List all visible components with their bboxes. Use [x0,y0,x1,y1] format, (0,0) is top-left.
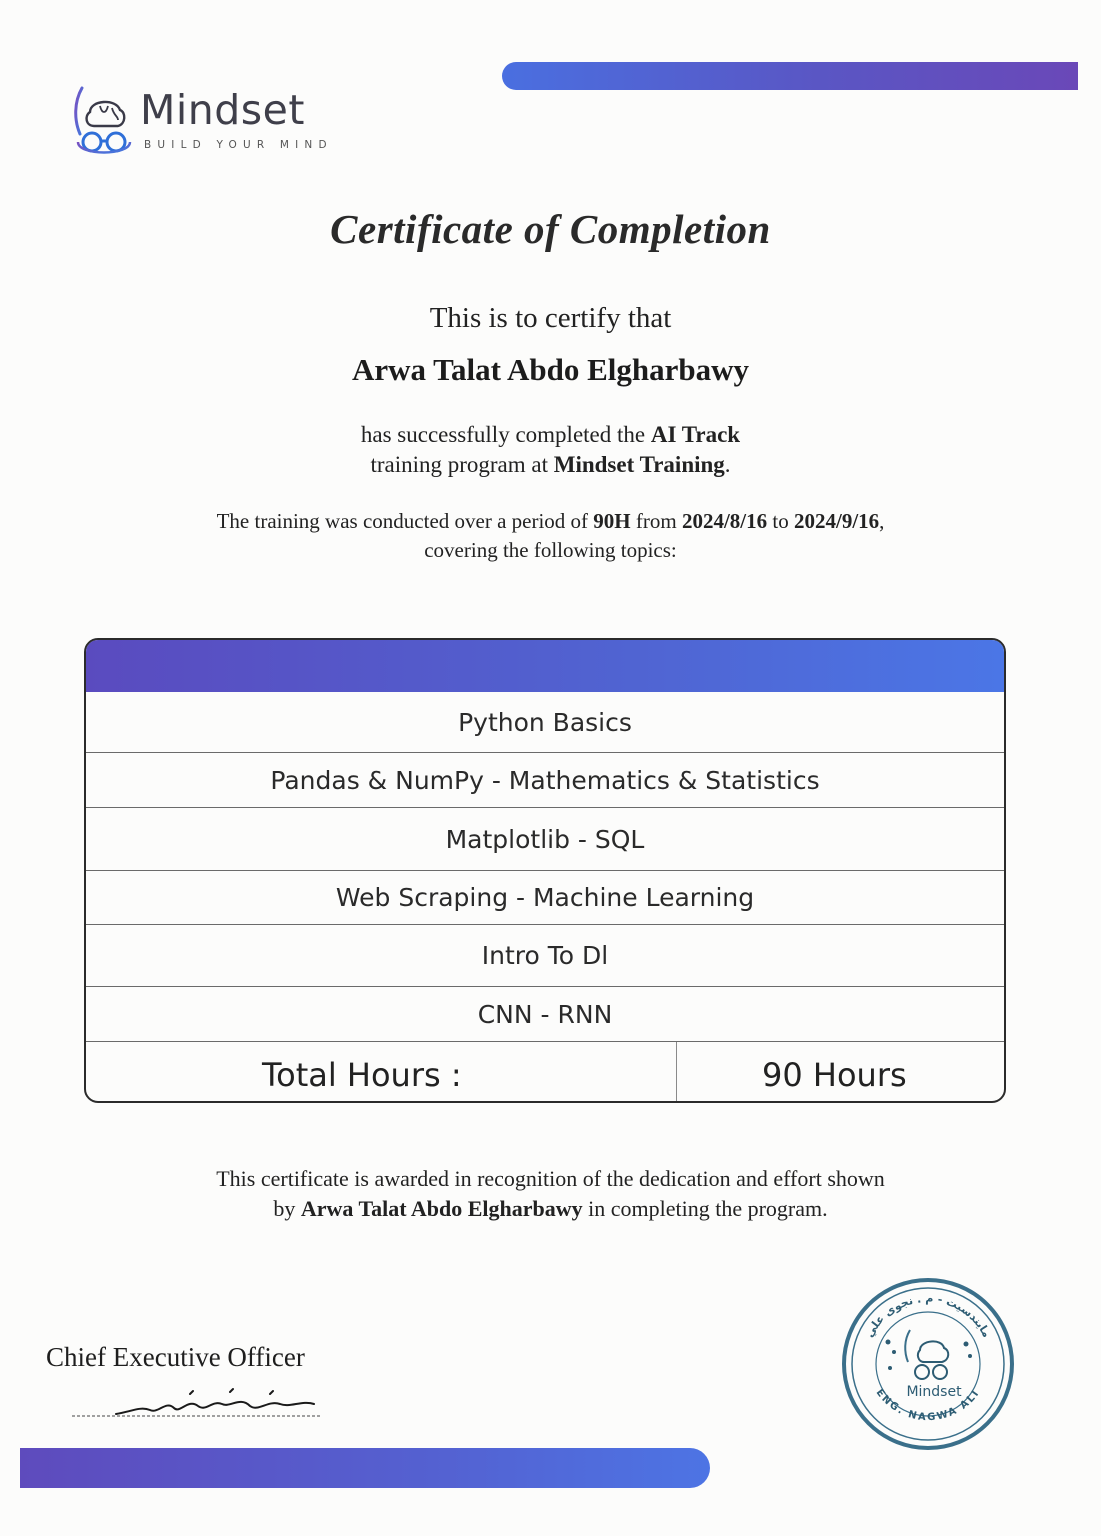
topic-row: Pandas & NumPy - Mathematics & Statistics [86,753,1004,808]
mindset-logo [72,84,352,164]
certify-text: This is to certify that [429,302,672,334]
recipient-name: Arwa Talat Abdo Elgharbawy [351,352,750,387]
brain-head-logo-icon [72,84,134,162]
topic-row: Web Scraping - Machine Learning [86,871,1004,925]
total-hours-value: 90 Hours [762,1056,907,1094]
ceo-signature [70,1386,330,1422]
program-name: AI Track [650,422,741,447]
end-date: 2024/9/16 [793,509,880,533]
closing-line-2 [0,1196,1101,1222]
period-line-2: covering the following topics: [424,538,677,562]
topic-row: CNN - RNN [86,987,1004,1042]
start-date: 2024/8/16 [681,509,768,533]
topic-row: Matplotlib - SQL [86,808,1004,871]
period-to-word: to [767,509,794,533]
period-suffix: , [879,509,885,533]
topic-row: Python Basics [86,692,1004,753]
program-line-1 [0,422,1101,448]
certificate-title: Certificate of Completion [330,206,771,252]
seal-arabic-text: مايندسيت - م . نجوى علي [862,1291,994,1340]
total-hours-label: Total Hours : [262,1056,462,1094]
seal-english-text: ENG. NAGWA ALI [873,1387,983,1424]
program-line-2-text: training program at [370,452,554,477]
closing-line-2-prefix: by [273,1196,301,1221]
topics-table [84,638,1006,1103]
total-row-divider [676,1042,677,1101]
program-line-2-suffix: . [724,452,731,477]
period-prefix: The training was conducted over a period of [216,509,594,533]
program-line-2 [0,452,1101,478]
company-seal [838,1272,1018,1452]
total-hours-row [86,1042,1004,1101]
organization-name: Mindset Training [553,452,725,477]
closing-line-2-suffix: in completing the program. [582,1196,828,1221]
logo-tagline: BUILD YOUR MIND [144,139,333,151]
closing-recipient-name: Arwa Talat Abdo Elgharbawy [300,1196,583,1221]
seal-brand-text: Mindset [906,1384,962,1400]
signatory-title: Chief Executive Officer [46,1342,305,1372]
program-line-1-text: has successfully completed the [360,422,651,447]
top-accent-bar [502,62,1078,90]
topic-row: Intro To Dl [86,925,1004,987]
bottom-accent-bar [20,1448,710,1488]
logo-wordmark: Mindset [140,86,305,134]
period-hours: 90H [593,509,631,533]
topics-table-header [86,640,1004,692]
period-line-1 [0,509,1101,534]
period-from-word: from [630,509,682,533]
svg-text:مايندسيت - م . نجوى علي [863,1292,994,1340]
closing-line-1: This certificate is awarded in recognition of the dedication and effort shown [216,1166,885,1191]
